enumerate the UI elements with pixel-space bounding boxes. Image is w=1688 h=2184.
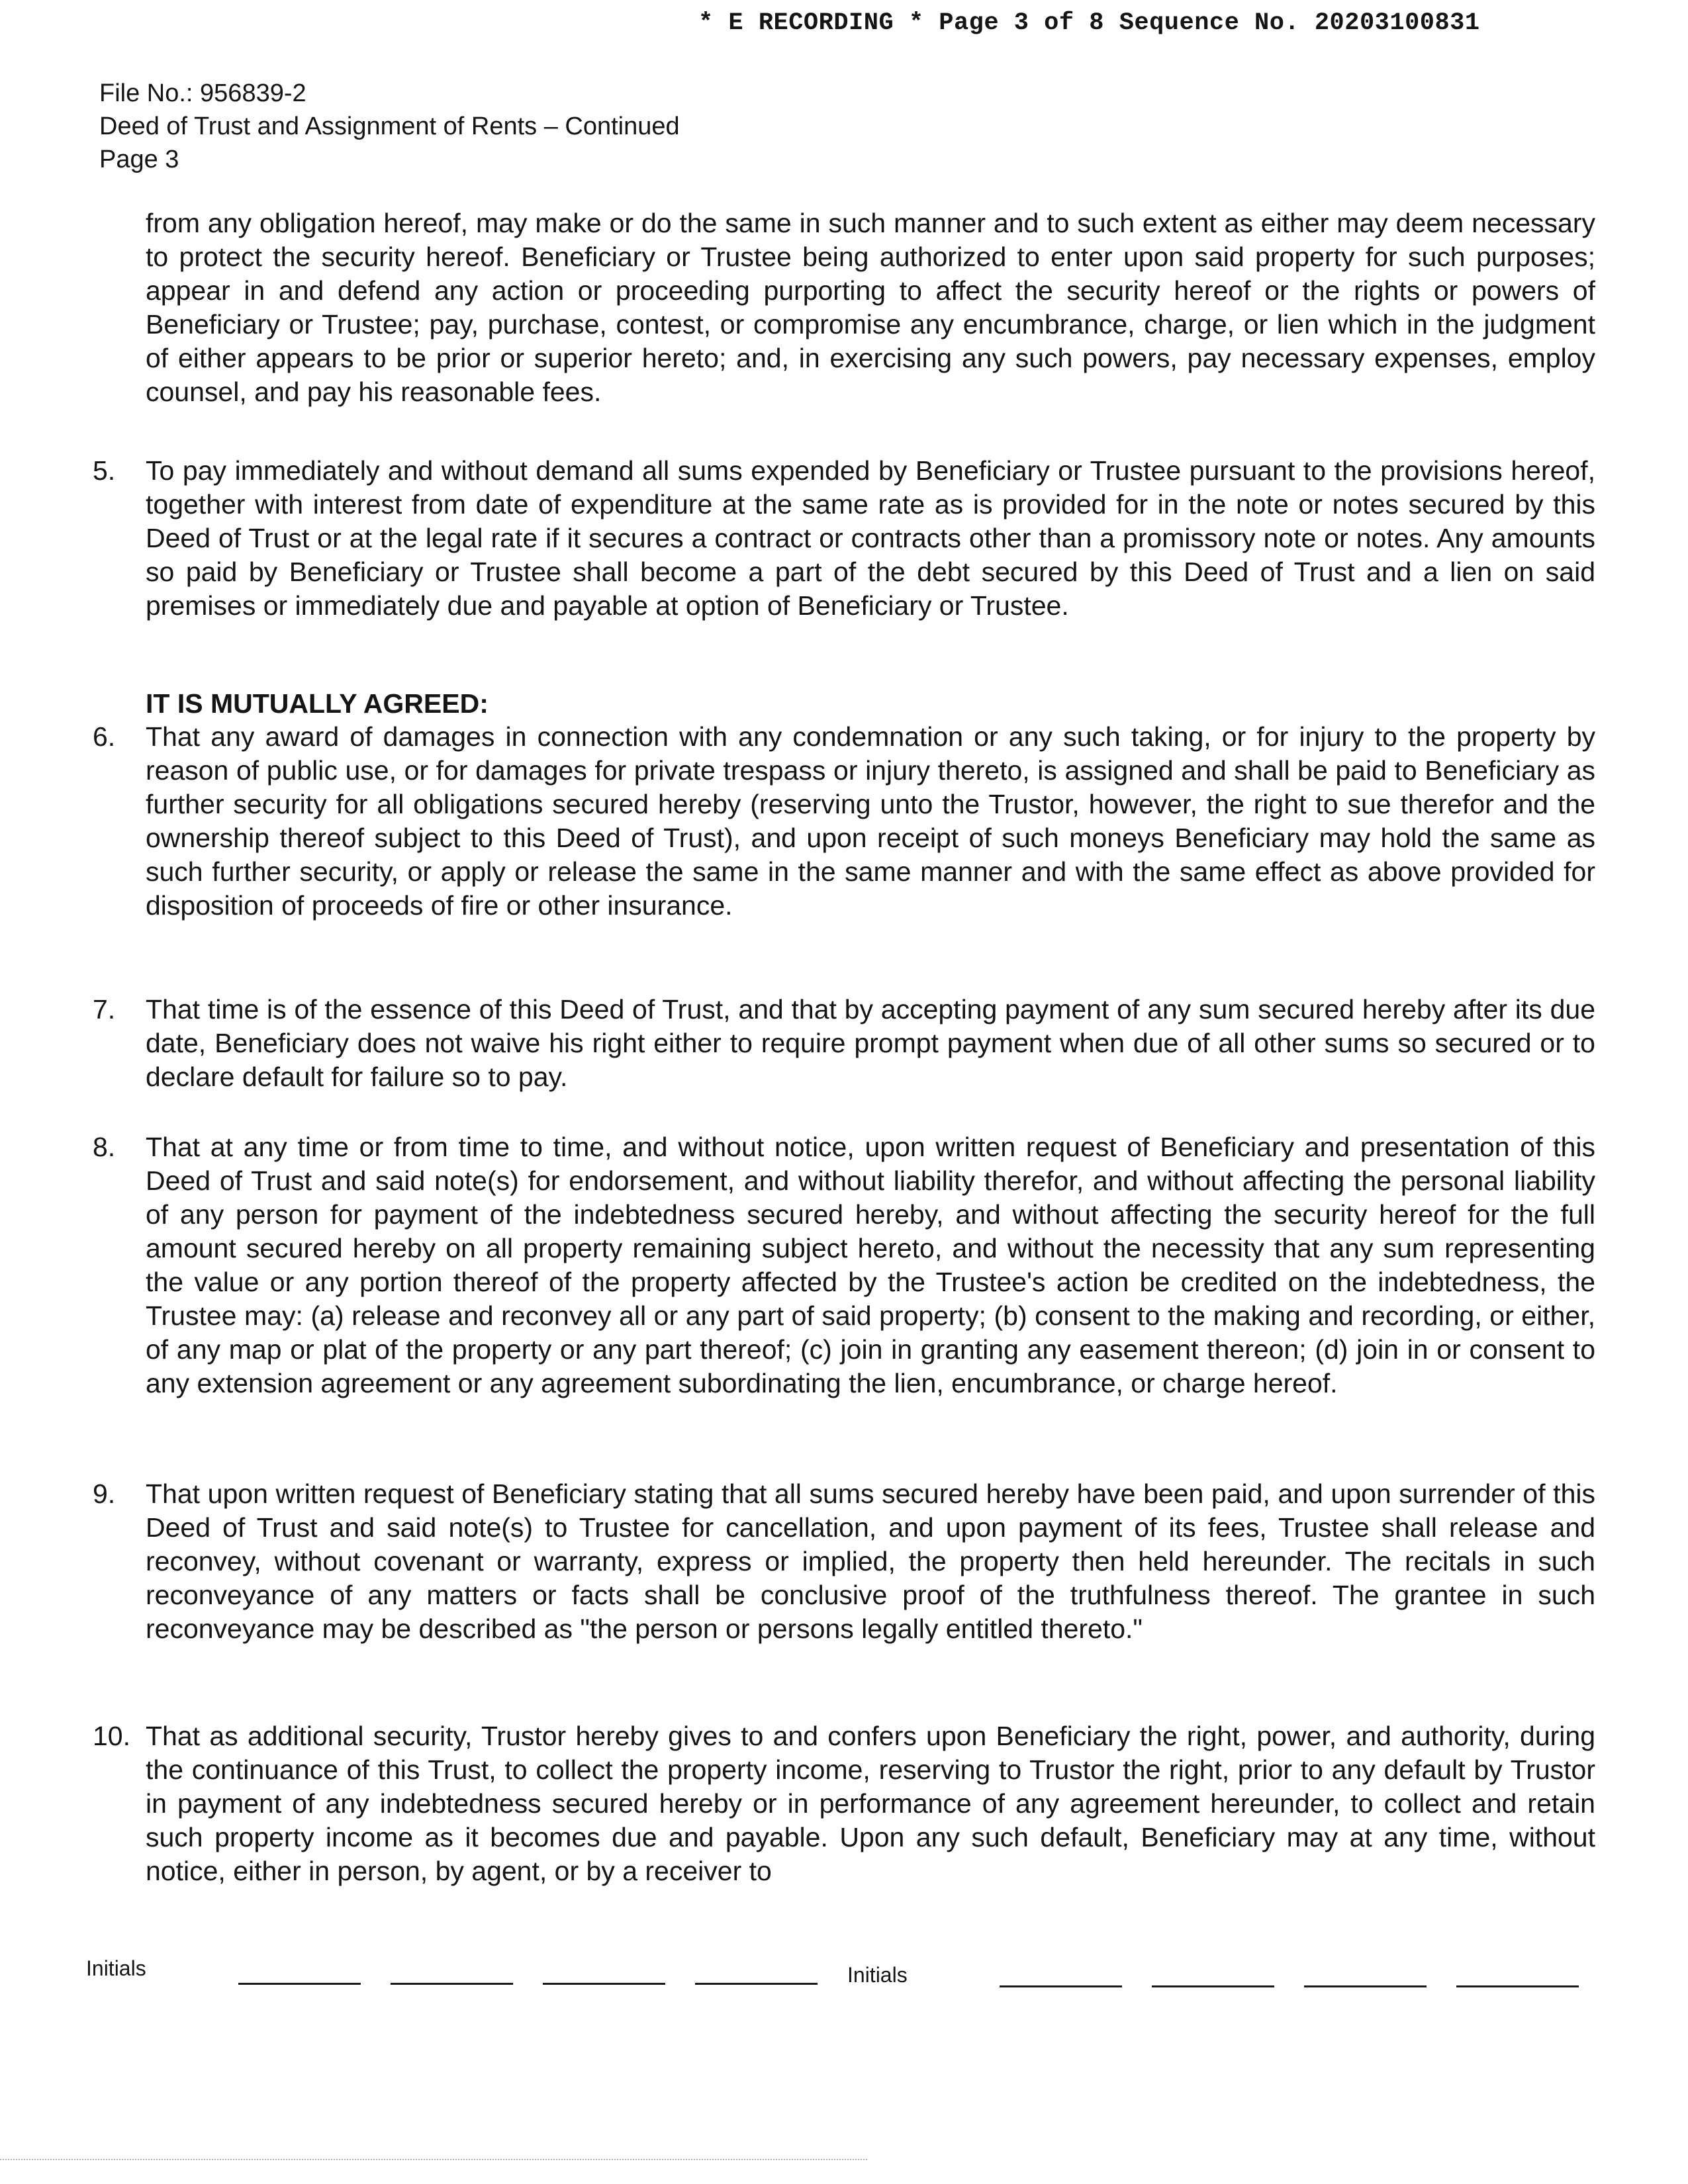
clause-8 <box>93 1130 1595 1400</box>
clause-number: 6. <box>93 721 116 752</box>
initials-line[interactable] <box>1152 1985 1274 1987</box>
file-number: File No.: 956839-2 <box>99 79 306 107</box>
initials-line[interactable] <box>1000 1985 1122 1987</box>
clause-5 <box>93 454 1595 623</box>
initials-footer <box>86 1956 1602 1996</box>
clause-text: That any award of damages in connection with any condemnation or any such taking, or for injury to the property by reason of public use, or for damages for private trespass or injury thereto, is assigned and shall be paid to Beneficiary as further security for all obligations secured hereby (reserving unto the Trustor, however, the right to sue therefor and the ownership thereof subject to this Deed of Trust), and upon receipt of such moneys Beneficiary may hold the same as such further security, or apply or release the same in the same manner and with the same effect as above provided for disposition of proceeds of fire or other insurance. <box>146 721 1595 921</box>
clause-6 <box>93 720 1595 923</box>
initials-line[interactable] <box>391 1983 513 1985</box>
initials-line[interactable] <box>238 1983 361 1985</box>
initials-line[interactable] <box>543 1983 665 1985</box>
clause-number: 9. <box>93 1479 116 1509</box>
initials-line[interactable] <box>695 1983 818 1985</box>
clause-7 <box>93 993 1595 1094</box>
clause-number: 8. <box>93 1132 116 1162</box>
clause-10 <box>93 1719 1595 1888</box>
initials-label-left: Initials <box>86 1956 146 1980</box>
clause-number: 5. <box>93 455 116 486</box>
document-title: Deed of Trust and Assignment of Rents – Continued <box>99 113 680 140</box>
file-header <box>99 77 680 176</box>
clause-9 <box>93 1477 1595 1646</box>
initials-label-right: Initials <box>847 1963 908 1987</box>
clause-text: That time is of the essence of this Deed of Trust, and that by accepting payment of any sum secured hereby after its due date, Beneficiary does not waive his right either to require prompt payment when due of all other sums so secured or to declare default for failure so to pay. <box>146 994 1595 1092</box>
clause-text: To pay immediately and without demand all sums expended by Beneficiary or Trustee pursuant to the provisions hereof, together with interest from date of expenditure at the same rate as is provided for in the note or notes secured by this Deed of Trust or at the legal rate if it secures a contract or contracts other than a promissory note or notes. Any amounts so paid by Beneficiary or Trustee shall become a part of the debt secured by this Deed of Trust and a lien on said premises or immediately due and payable at option of Beneficiary or Trustee. <box>146 455 1595 621</box>
section-heading: IT IS MUTUALLY AGREED: <box>146 688 489 719</box>
continued-paragraph: from any obligation hereof, may make or do the same in such manner and to such extent as either may deem necessary to protect the security hereof. Beneficiary or Trustee being authorized to enter upon said property for such purposes; appear in and defend any action or proceeding purporting to affect the security hereof or the rights or powers of Beneficiary or Trustee; pay, purchase, contest, or compromise any encumbrance, charge, or lien which in the judgment of either appears to be prior or superior hereto; and, in exercising any such powers, pay necessary expenses, employ counsel, and pay his reasonable fees. <box>146 208 1595 407</box>
recording-header: * E RECORDING * Page 3 of 8 Sequence No. 20203100831 <box>698 9 1480 37</box>
initials-line[interactable] <box>1456 1985 1579 1987</box>
clause-text: That upon written request of Beneficiary stating that all sums secured hereby have been paid, and upon surrender of this Deed of Trust and said note(s) to Trustee for cancellation, and upon payment of its fees, Trustee shall release and reconvey, without covenant or warranty, express or implied, the property then held hereunder. The recitals in such reconveyance of any matters or facts shall be conclusive proof of the truthfulness thereof. The grantee in such reconveyance may be described as "the person or persons legally entitled thereto." <box>146 1479 1595 1644</box>
scan-edge-divider <box>0 2159 867 2160</box>
clause-text: That at any time or from time to time, and without notice, upon written request of Beneficiary and presentation of this Deed of Trust and said note(s) for endorsement, and without liability therefor, and without affecting the personal liability of any person for payment of the indebtedness secured hereby, and without affecting the security hereof for the full amount secured hereby on all property remaining subject hereto, and without the necessity that any sum representing the value or any portion thereof of the property affected by the Trustee's action be credited on the indebtedness, the Trustee may: (a) release and reconvey all or any part of said property; (b) consent to the making and recording, or either, of any map or plat of the property or any part thereof; (c) join in granting any easement thereon; (d) join in or consent to any extension agreement or any agreement subordinating the lien, encumbrance, or charge hereof. <box>146 1132 1595 1398</box>
page-number: Page 3 <box>99 146 179 173</box>
clause-text: That as additional security, Trustor hereby gives to and confers upon Beneficiary the right, power, and authority, during the continuance of this Trust, to collect the property income, reserving to Trustor the right, prior to any default by Trustor in payment of any indebtedness secured hereby or in performance of any agreement hereunder, to collect and retain such property income as it becomes due and payable. Upon any such default, Beneficiary may at any time, without notice, either in person, by agent, or by a receiver to <box>146 1721 1595 1886</box>
clause-number: 10. <box>93 1721 130 1751</box>
initials-line[interactable] <box>1304 1985 1427 1987</box>
clause-number: 7. <box>93 994 116 1024</box>
